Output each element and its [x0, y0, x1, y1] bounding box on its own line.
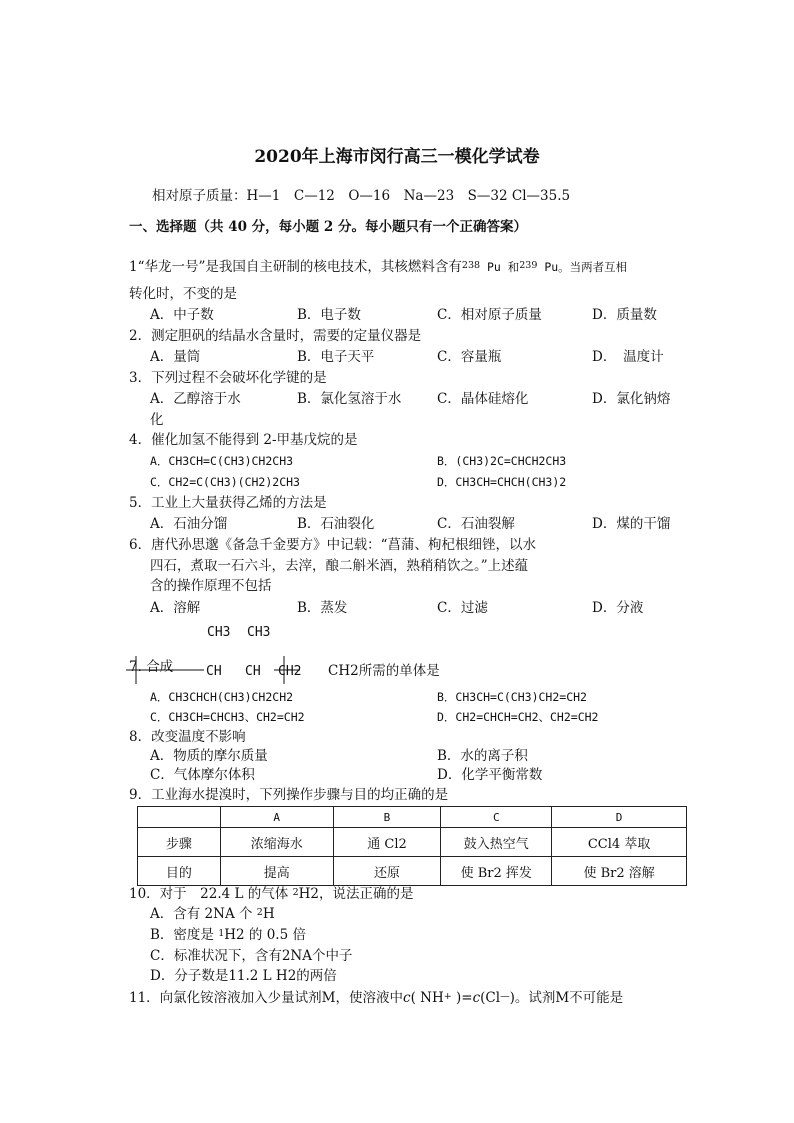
option-a: A．物质的摩尔质量 — [150, 748, 268, 764]
option-a: A．CH3CH=C(CH3)CH2CH3 — [150, 454, 294, 468]
question-9-stem: 9．工业海水提溴时，下列操作步骤与目的均正确的是 — [129, 787, 449, 803]
option-d: D．分液 — [592, 600, 644, 616]
table-header-cell — [138, 807, 221, 828]
option-c: C．晶体硅熔化 — [437, 391, 529, 407]
polymer-group: CH — [245, 664, 261, 679]
table-cell: 步骤 — [138, 828, 221, 857]
question-6-stem-line2: 四石，煮取一石六斗，去滓，酿二斛米酒，熟稍稍饮之。”上述蕴 — [150, 558, 529, 574]
option-a: A．CH3CHCH(CH3)CH2CH2 — [150, 690, 294, 704]
option-c: C．标准状况下，含有2NA个中子 — [150, 948, 353, 964]
option-b: B．石油裂化 — [297, 516, 375, 532]
question-2-stem: 2．测定胆矾的结晶水含量时，需要的定量仪器是 — [129, 328, 422, 344]
table-cell: 目的 — [138, 857, 221, 886]
question-10-stem: 10．对于 22.4 L 的气体 $^2$H2，说法正确的是 — [129, 886, 414, 902]
option-c: C．过滤 — [437, 600, 488, 616]
table-row — [138, 857, 687, 886]
table-header-cell: C — [441, 807, 552, 828]
option-d: D． 温度计 — [592, 349, 664, 365]
question-7-number: 7. 合成 — [129, 659, 174, 675]
option-b: B．密度是 $^1$H2 的 0.5 倍 — [150, 927, 306, 943]
methyl-label: CH3 — [247, 625, 271, 640]
table-cell: 使 Br2 溶解 — [552, 857, 687, 886]
option-d: D．化学平衡常数 — [437, 767, 543, 783]
page-title: 2020年上海市闵行高三一模化学试卷 — [254, 147, 540, 167]
table-row — [138, 828, 687, 857]
question-8-stem: 8．改变温度不影响 — [129, 729, 246, 745]
table-cell: CCl4 萃取 — [552, 828, 687, 857]
question-7-stem: CH2所需的单体是 — [328, 663, 440, 679]
table-cell: 提高 — [220, 857, 333, 886]
option-c: C．气体摩尔体积 — [150, 767, 255, 783]
question-6-stem-line3: 含的操作原理不包括 — [150, 578, 272, 594]
table-cell: 使 Br2 挥发 — [441, 857, 552, 886]
option-a: A．乙醇溶于水 — [150, 391, 241, 407]
polymer-group: CH2 — [278, 664, 302, 679]
methyl-label: CH3 — [207, 625, 231, 640]
option-d: D．质量数 — [592, 307, 657, 323]
question-11-stem: 11．向氯化铵溶液加入少量试剂M，使溶液中c( NH+ )=c(Cl—)。试剂M不可能是 — [129, 990, 624, 1006]
table-header-cell: D — [552, 807, 687, 828]
question-1-stem: 1“华龙一号”是我国自主研制的核电技术，其核燃料含有$^{238}$ Pu 和$^{239}$ Pu。当两者互相 — [129, 259, 628, 275]
table-header-cell: B — [333, 807, 441, 828]
option-b: B．水的离子积 — [437, 748, 528, 764]
table-header-cell: A — [220, 807, 333, 828]
question-5-stem: 5．工业上大量获得乙烯的方法是 — [129, 495, 327, 511]
option-c: C．相对原子质量 — [437, 307, 542, 323]
question-3-stem: 3．下列过程不会破坏化学键的是 — [129, 370, 327, 386]
question-6-stem: 6．唐代孙思邈《备急千金要方》中记载：“菖蒲、枸杞根细锉，以水 — [129, 537, 536, 553]
table-cell: 浓缩海水 — [220, 828, 333, 857]
option-a: A．含有 2NA 个 $^2$H — [150, 906, 275, 922]
option-a: A．量筒 — [150, 349, 201, 365]
atomic-mass-line: 相对原子质量：H—1 C—12 O—16 Na—23 S—32 Cl—35.5 — [152, 188, 571, 204]
option-b: B．(CH3)2C=CHCH2CH3 — [437, 454, 567, 468]
option-c: C．CH3CH=CHCH3、CH2=CH2 — [150, 710, 305, 724]
table-cell: 鼓入热空气 — [441, 828, 552, 857]
table-header-row — [138, 807, 687, 828]
option-b: B．蒸发 — [297, 600, 348, 616]
option-b: B．氯化氢溶于水 — [297, 391, 402, 407]
option-d: D．分子数是11.2 L H2的两倍 — [150, 968, 337, 984]
table-cell: 还原 — [333, 857, 441, 886]
bromine-table — [137, 806, 687, 886]
option-d: D．CH2=CHCH=CH2、CH2=CH2 — [437, 710, 599, 724]
option-c: C．容量瓶 — [437, 349, 502, 365]
option-d: D．CH3CH=CHCH(CH3)2 — [437, 475, 567, 489]
polymer-group: CH — [206, 664, 222, 679]
option-a: A．中子数 — [150, 307, 214, 323]
section-heading: 一、选择题（共 40 分，每小题 2 分。每小题只有一个正确答案） — [129, 219, 527, 235]
option-b: B．CH3CH=C(CH3)CH2=CH2 — [437, 690, 587, 704]
option-b: B．电子数 — [297, 307, 361, 323]
question-4-stem: 4．催化加氢不能得到 2-甲基戊烷的是 — [129, 432, 358, 448]
option-a: A．溶解 — [150, 600, 201, 616]
option-d: D．氯化钠熔 — [592, 391, 671, 407]
table-cell: 通 Cl2 — [333, 828, 441, 857]
option-c: C．CH2=C(CH3)(CH2)2CH3 — [150, 475, 300, 489]
option-d: D．煤的干馏 — [592, 516, 671, 532]
option-d-wrap: 化 — [150, 412, 164, 428]
question-1-stem-line2: 转化时，不变的是 — [129, 286, 237, 302]
option-b: B．电子天平 — [297, 349, 375, 365]
option-a: A．石油分馏 — [150, 516, 228, 532]
option-c: C．石油裂解 — [437, 516, 515, 532]
